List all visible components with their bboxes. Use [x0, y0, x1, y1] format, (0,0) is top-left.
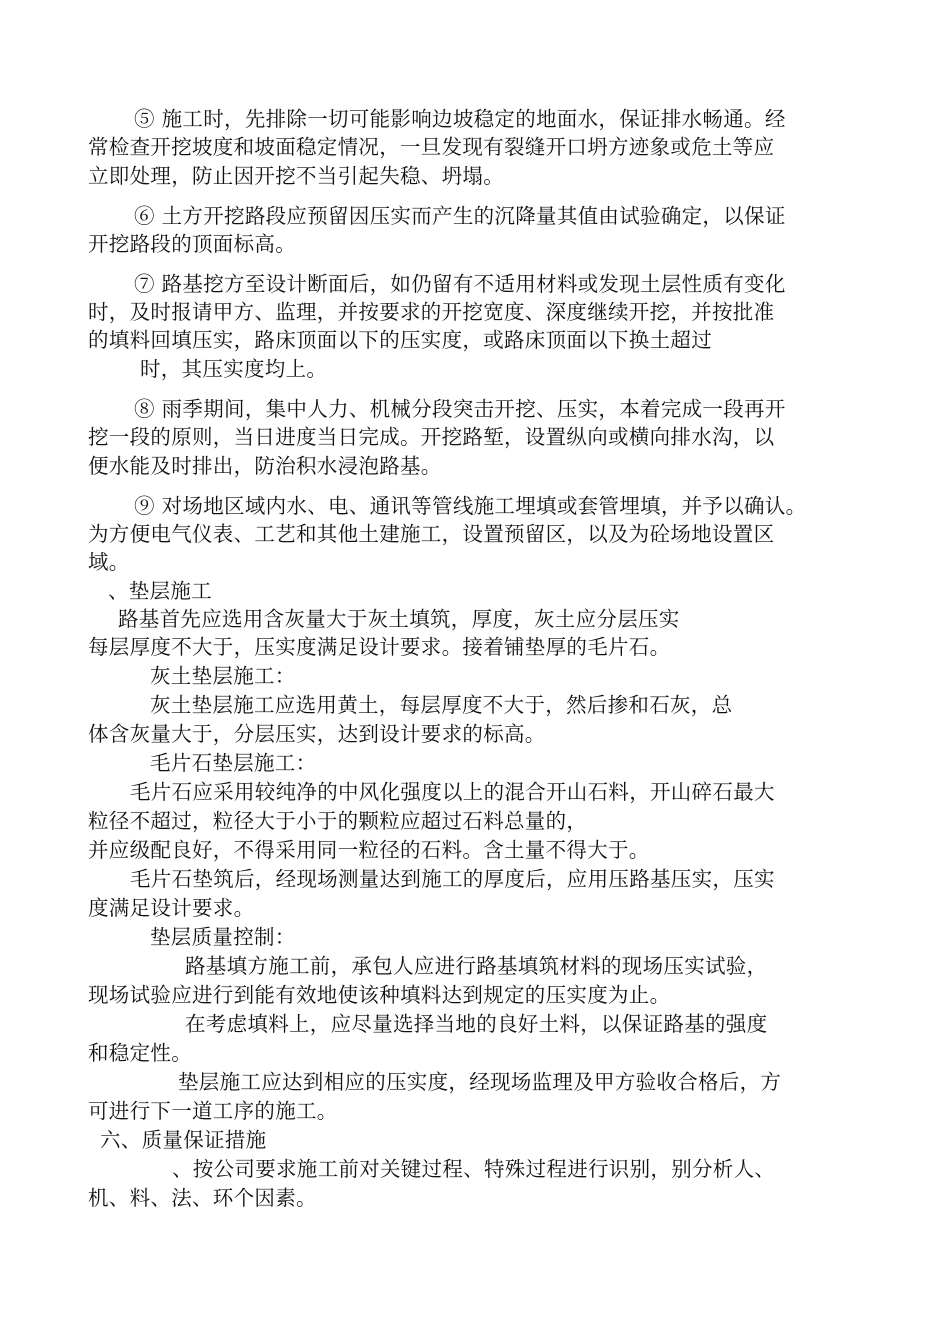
text-line: 域。	[88, 550, 130, 574]
text-line: 和稳定性。	[88, 1041, 192, 1065]
text-line: 、按公司要求施工前对关键过程、特殊过程进行识别，别分析人、	[172, 1157, 776, 1181]
text-line: 的填料回填压实，路床顶面以下的压实度，或路床顶面以下换土超过	[88, 328, 712, 352]
text-line: 毛片石应采用较纯净的中风化强度以上的混合开山石料，开山碎石最大	[130, 780, 775, 804]
text-line: 灰土垫层施工应选用黄土，每层厚度不大于，然后掺和石灰，总	[150, 693, 733, 717]
text-line: 路基填方施工前，承包人应进行路基填筑材料的现场压实试验，	[185, 954, 768, 978]
text-line: 粒径不超过，粒径大于小于的颗粒应超过石料总量的，	[88, 809, 588, 833]
text-line: ⑧ 雨季期间，集中人力、机械分段突击开挖、压实，本着完成一段再开	[134, 397, 786, 421]
section-heading: 六、质量保证措施	[100, 1128, 267, 1152]
text-line: 开挖路段的顶面标高。	[88, 232, 296, 256]
text-line: 毛片石垫筑后，经现场测量达到施工的厚度后，应用压路基压实，压实	[130, 867, 775, 891]
text-line: 在考虑填料上，应尽量选择当地的良好土料，以保证路基的强度	[185, 1012, 768, 1036]
subsection-heading: 灰土垫层施工：	[150, 664, 296, 688]
text-line: 为方便电气仪表、工艺和其他土建施工，设置预留区，以及为砼场地设置区	[88, 522, 775, 546]
text-line: 可进行下一道工序的施工。	[88, 1099, 338, 1123]
text-line: 体含灰量大于，分层压实，达到设计要求的标高。	[88, 722, 546, 746]
text-line: 并应级配良好，不得采用同一粒径的石料。含土量不得大于。	[88, 838, 650, 862]
text-line: 度满足设计要求。	[88, 896, 255, 920]
text-line: ⑥ 土方开挖路段应预留因压实而产生的沉降量其值由试验确定，以保证	[134, 204, 786, 228]
text-line: ⑦ 路基挖方至设计断面后，如仍留有不适用材料或发现土层性质有变化	[134, 272, 786, 296]
text-line: 每层厚度不大于，压实度满足设计要求。接着铺垫厚的毛片石。	[88, 635, 671, 659]
text-line: 现场试验应进行到能有效地使该种填料达到规定的压实度为止。	[88, 983, 671, 1007]
text-line: 时，及时报请甲方、监理，并按要求的开挖宽度、深度继续开挖，并按批准	[88, 300, 775, 324]
text-line: 常检查开挖坡度和坡面稳定情况，一旦发现有裂缝开口坍方迹象或危土等应	[88, 135, 775, 159]
section-heading: 、垫层施工	[108, 579, 212, 603]
text-line: 时，其压实度均上。	[140, 357, 328, 381]
text-line: 垫层施工应达到相应的压实度，经现场监理及甲方验收合格后，方	[178, 1070, 782, 1094]
text-line: 机、料、法、环个因素。	[88, 1186, 317, 1210]
subsection-heading: 毛片石垫层施工：	[150, 751, 317, 775]
text-line: 立即处理，防止因开挖不当引起失稳、坍塌。	[88, 164, 504, 188]
text-line: 便水能及时排出，防治积水浸泡路基。	[88, 454, 442, 478]
text-line: ⑤ 施工时，先排除一切可能影响边坡稳定的地面水，保证排水畅通。经	[134, 107, 786, 131]
subsection-heading: 垫层质量控制：	[150, 925, 296, 949]
text-line: ⑨ 对场地区域内水、电、通讯等管线施工埋填或套管埋填，并予以确认。	[134, 494, 807, 518]
text-line: 挖一段的原则，当日进度当日完成。开挖路堑，设置纵向或横向排水沟，以	[88, 425, 775, 449]
text-line: 路基首先应选用含灰量大于灰土填筑，厚度，灰土应分层压实	[118, 607, 680, 631]
